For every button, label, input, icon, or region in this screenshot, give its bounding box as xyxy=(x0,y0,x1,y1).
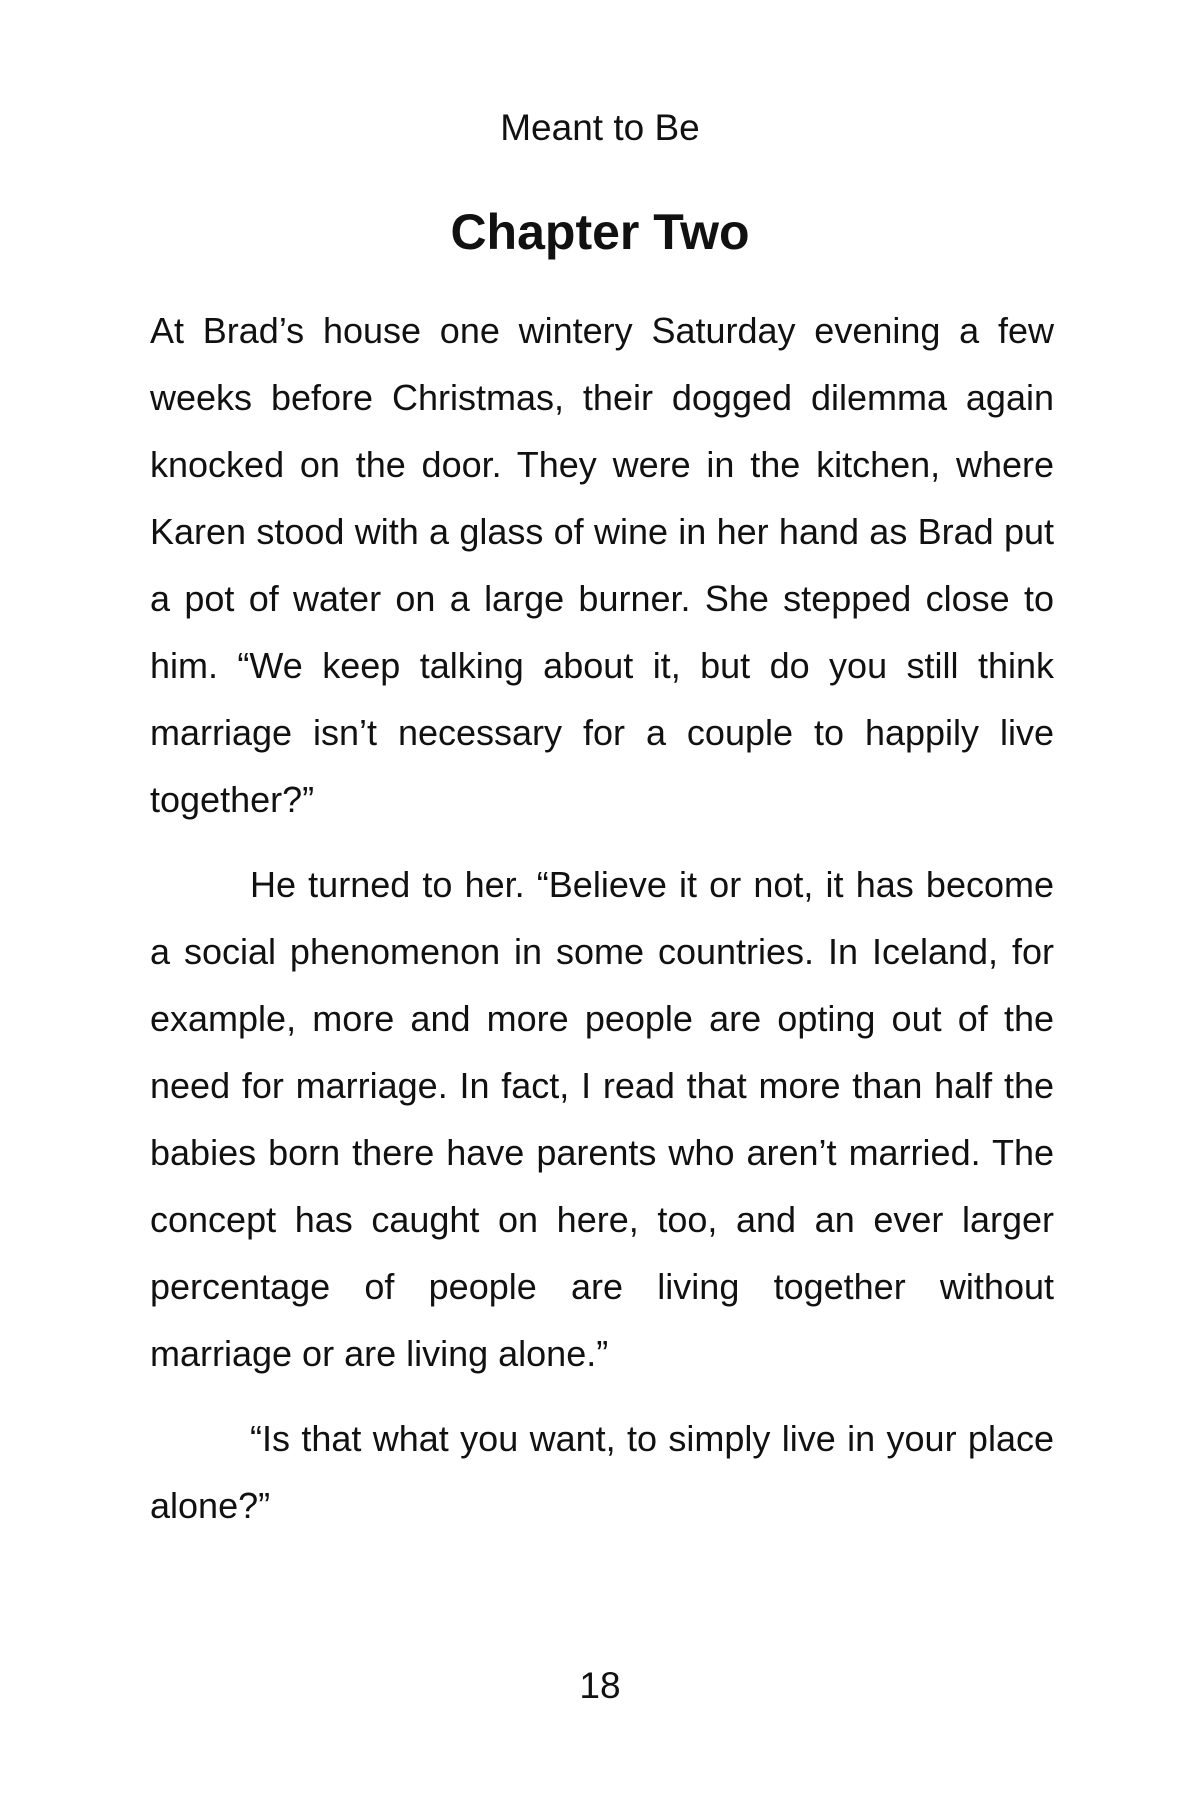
paragraph-1: At Brad’s house one wintery Saturday evening a few weeks before Christmas, their dogged dilemma again knocked on the door. They were in the kitchen, where Karen stood with a glass of wine in her hand as Brad put a pot of water on a large burner. She stepped close to him. “We keep talking about it, but do you still think marriage isn’t necessary for a couple to happily live together?” xyxy=(150,310,1054,820)
page-number: 18 xyxy=(579,1665,621,1706)
paragraph-3: “Is that what you want, to simply live in your place alone?” xyxy=(150,1418,1054,1526)
running-header-title: Meant to Be xyxy=(500,107,700,148)
paragraph-2: He turned to her. “Believe it or not, it has become a social phenomenon in some countries. In Iceland, for example, more and more people are opting out of the need for marriage. In fact, I read that more than half the babies born there have parents who aren’t married. The concept has caught on here, too, and an ever larger percentage of people are living together without marriage or are living alone.” xyxy=(150,864,1054,1374)
chapter-body xyxy=(150,297,1054,1557)
chapter-title: Chapter Two xyxy=(450,204,750,260)
